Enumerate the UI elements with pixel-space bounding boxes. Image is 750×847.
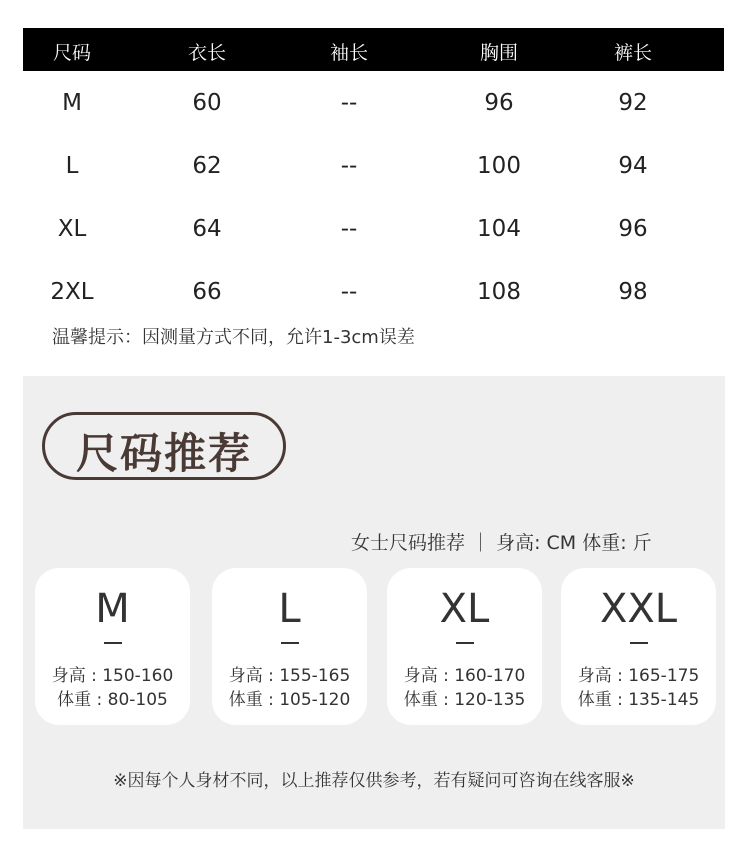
cell-chest: 108 — [477, 279, 521, 305]
card-divider — [281, 642, 299, 644]
table-row — [0, 216, 750, 256]
card-divider — [630, 642, 648, 644]
card-height-range: 身高 : 150-160 — [51, 666, 174, 686]
measurement-tip: 温馨提示：因测量方式不同，允许1-3cm误差 — [52, 327, 415, 348]
recommendation-title: 尺码推荐 — [75, 429, 252, 478]
cell-size: XL — [57, 216, 87, 242]
cell-size: L — [65, 153, 79, 179]
cell-chest: 96 — [484, 90, 514, 116]
size-card-xxl — [561, 568, 716, 725]
card-weight-range: 体重 : 80-105 — [57, 690, 168, 710]
size-card-xl — [387, 568, 542, 725]
card-weight-range: 体重 : 105-120 — [228, 690, 351, 710]
header-sleeve: 袖长 — [329, 42, 369, 64]
card-weight-range: 体重 : 135-145 — [577, 690, 700, 710]
header-chest: 胸围 — [479, 42, 519, 64]
card-height-range: 身高 : 165-175 — [577, 666, 700, 686]
card-size-label: L — [278, 586, 301, 632]
header-pants-length: 裤长 — [613, 42, 653, 64]
table-row — [0, 153, 750, 193]
recommendation-title-badge — [42, 412, 286, 480]
cell-pants-length: 96 — [618, 216, 648, 242]
cell-chest: 104 — [477, 216, 521, 242]
cell-chest: 100 — [477, 153, 521, 179]
card-height-range: 身高 : 160-170 — [403, 666, 526, 686]
header-size: 尺码 — [52, 42, 92, 64]
cell-sleeve: -- — [340, 216, 358, 242]
cell-sleeve: -- — [340, 90, 358, 116]
cell-sleeve: -- — [340, 153, 358, 179]
card-divider — [456, 642, 474, 644]
size-card-m — [35, 568, 190, 725]
card-size-label: M — [95, 586, 130, 632]
table-row — [0, 90, 750, 130]
cell-length: 66 — [192, 279, 222, 305]
card-height-range: 身高 : 155-165 — [228, 666, 351, 686]
cell-sleeve: -- — [340, 279, 358, 305]
cell-length: 60 — [192, 90, 222, 116]
size-recommendation-panel — [23, 376, 725, 829]
card-weight-range: 体重 : 120-135 — [403, 690, 526, 710]
cell-length: 64 — [192, 216, 222, 242]
card-size-label: XXL — [599, 586, 678, 632]
cell-pants-length: 98 — [618, 279, 648, 305]
size-card-l — [212, 568, 367, 725]
cell-size: 2XL — [50, 279, 94, 305]
header-length: 衣长 — [187, 42, 227, 64]
table-row — [0, 279, 750, 319]
size-table-header — [23, 28, 724, 71]
card-size-label: XL — [439, 586, 490, 632]
cell-pants-length: 92 — [618, 90, 648, 116]
disclaimer-note: ※因每个人身材不同，以上推荐仅供参考，若有疑问可咨询在线客服※ — [113, 771, 635, 791]
cell-length: 62 — [192, 153, 222, 179]
cell-pants-length: 94 — [618, 153, 648, 179]
card-divider — [104, 642, 122, 644]
recommendation-subheading: 女士尺码推荐 ｜ 身高: CM 体重: 斤 — [351, 532, 652, 554]
cell-size: M — [62, 90, 82, 116]
